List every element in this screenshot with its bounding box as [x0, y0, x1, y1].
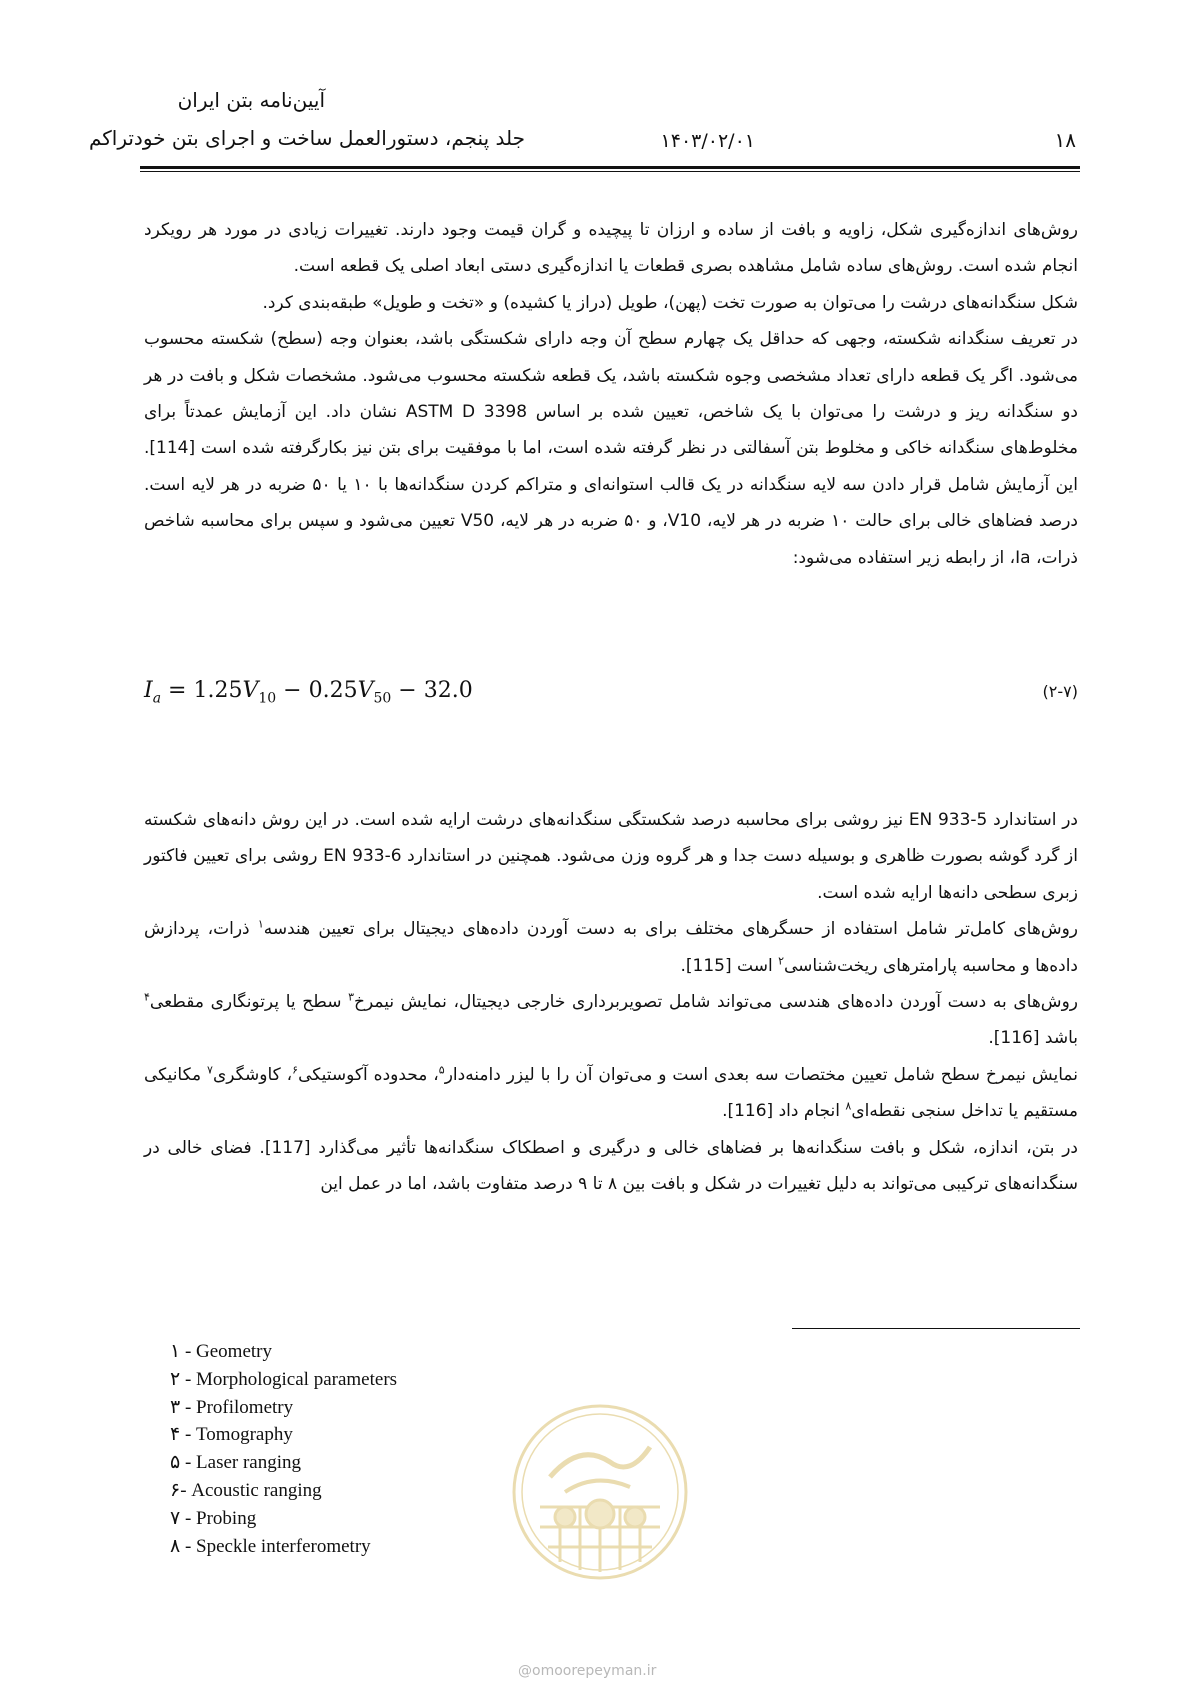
watermark-logo: [510, 1402, 690, 1582]
paragraph: در استاندارد EN 933-5 نیز روشی برای محاسبه درصد شکستگی سنگدانه‌های درشت ارایه شده است. در این روش دانه‌های شکسته از گرد گوشه بصورت ظاهری و بوسیله دست جدا و هر گروه وزن می‌شود. همچنین در استاندارد EN 933-6 روشی برای تعیین فاکتور زبری سطحی دانه‌ها ارایه شده است.: [144, 810, 1078, 903]
paragraph: روش‌های به دست آوردن داده‌های هندسی می‌تواند شامل تصویربرداری خارجی دیجیتال، نمایش نیمرخ$^۳$ سطح یا پرتونگاری مقطعی$^۴$ باشد [116].: [144, 990, 1078, 1049]
paragraph: روش‌های کامل‌تر شامل استفاده از حسگرهای مختلف برای به دست آوردن داده‌های دیجیتال برای تعیین هندسه$^۱$ ذرات، پردازش داده‌ها و محاسبه پارامترهای ریخت‌شناسی$^۲$ است [115].: [144, 917, 1078, 976]
header-subtitle: جلد پنجم، دستورالعمل ساخت و اجرای بتن خودتراکم: [88, 126, 525, 150]
citation: [117]: [264, 1137, 311, 1158]
footnote-marker: ۳: [348, 990, 355, 1004]
body-section-1: [144, 212, 1078, 576]
footnote-marker: ۲: [778, 953, 785, 967]
footnote-marker: ۶: [292, 1063, 299, 1077]
footnote-item: ۶- Acoustic ranging: [170, 1479, 322, 1501]
footnote-separator: [792, 1328, 1080, 1329]
page-number: ۱۸: [1054, 128, 1076, 152]
citation: [115]: [685, 955, 732, 976]
paragraph: روش‌های اندازه‌گیری شکل، زاویه و بافت از ساده و ارزان تا پیچیده و گران قیمت وجود دارند. تغییرات زیادی در مورد هر رویکرد انجام شده است. روش‌های ساده شامل مشاهده بصری قطعات یا اندازه‌گیری دستی ابعاد اصلی یک قطعه است.: [144, 220, 1078, 277]
paragraph: شکل سنگدانه‌های درشت را می‌توان به صورت تخت (پهن)، طویل (دراز یا کشیده) و «تخت و طویل» طبقه‌بندی کرد.: [262, 292, 1078, 313]
equation-number: (۲-۷): [1042, 682, 1078, 701]
footnote-item: ۸ - Speckle interferometry: [170, 1535, 371, 1557]
footnote-item: ۴ - Tomography: [170, 1424, 293, 1446]
header-title: آیین‌نامه بتن ایران: [177, 88, 325, 112]
paragraph: نمایش نیمرخ سطح شامل تعیین مختصات سه بعدی است و می‌توان آن را با لیزر دامنه‌دار$^۵$، محدوده آکوستیکی$^۶$، کاوشگری$^۷$ مکانیکی مستقیم یا تداخل سنجی نقطه‌ای$^۸$ انجام داد [116].: [144, 1063, 1078, 1122]
body-section-2: [144, 802, 1078, 1202]
footnote-marker: ۱: [257, 917, 264, 931]
footnote-marker: ۵: [438, 1063, 445, 1077]
symbol-v10: V10: [667, 511, 702, 532]
footnote-item: ۵ - Laser ranging: [170, 1452, 302, 1474]
header-rule-thin: [140, 171, 1080, 172]
header-rule-thick: [140, 166, 1080, 169]
equation-formula: $I_a = 1.25V_{10} - 0.25V_{50} - 32.0$: [144, 678, 473, 707]
citation: [116]: [727, 1101, 774, 1122]
footnote-item: ۱ - Geometry: [170, 1341, 273, 1362]
paragraph: در تعریف سنگدانه شکسته، وجهی که حداقل یک چهارم سطح آن وجه دارای شکستگی باشد، بعنوان وجه (سطح) شکسته محسوب می‌شود. اگر یک قطعه دارای تعداد مشخصی وجوه شکسته باشد، یک قطعه شکسته محسوب می‌شود. مشخصات شکل و بافت در هر دو سنگدانه ریز و درشت را می‌توان با یک شاخص، تعیین شده بر اساس ASTM D 3398 نشان داد. این آزمایش عمدتاً برای مخلوط‌های سنگدانه خاکی و مخلوط بتن آسفالتی در نظر گرفته شده است، اما با موفقیت برای بتن نیز بکارگرفته شده است [114]. این آزمایش شامل قرار دادن سه لایه سنگدانه در یک قالب استوانه‌ای و متراکم کردن سنگدانه‌ها با ۱۰ یا ۵۰ ضربه در هر لایه است. درصد فضاهای خالی برای حالت ۱۰ ضربه در هر لایه، V10، و ۵۰ ضربه در هر لایه، V50 تعیین می‌شود و سپس برای محاسبه شاخص ذرات، Ia، از رابطه زیر استفاده می‌شود:: [144, 329, 1079, 568]
symbol-v50: V50: [460, 511, 495, 532]
citation: [114]: [149, 438, 196, 459]
footnote-item: ۷ - Probing: [170, 1507, 257, 1529]
page-header: [88, 70, 1080, 170]
standard-code: ASTM D 3398: [405, 402, 528, 423]
standard-code: EN 933-5: [908, 810, 988, 830]
footnote-marker: ۸: [845, 1099, 852, 1113]
paragraph: در بتن، اندازه، شکل و بافت سنگدانه‌ها بر فضاهای خالی و درگیری و اصطکاک سنگدانه‌ها تأثیر می‌گذارد [117]. فضای خالی در سنگدانه‌های ترکیبی می‌تواند به دلیل تغییرات در شکل و بافت بین ۸ تا ۹ درصد متفاوت باشد، اما در عمل این: [144, 1137, 1078, 1195]
footnote-marker: ۴: [144, 990, 150, 1004]
footnote-marker: ۷: [207, 1063, 213, 1077]
watermark-site: @omoorepeyman.ir: [518, 1663, 657, 1679]
standard-code: EN 933-6: [323, 846, 402, 867]
footnote-item: ۲ - Morphological parameters: [170, 1368, 398, 1390]
header-date: ۱۴۰۳/۰۲/۰۱: [660, 130, 755, 152]
equation: [144, 678, 1078, 718]
citation: [116]: [993, 1028, 1040, 1049]
symbol-ia: Ia: [1015, 547, 1031, 568]
footnote-item: ۳ - Profilometry: [170, 1396, 294, 1418]
